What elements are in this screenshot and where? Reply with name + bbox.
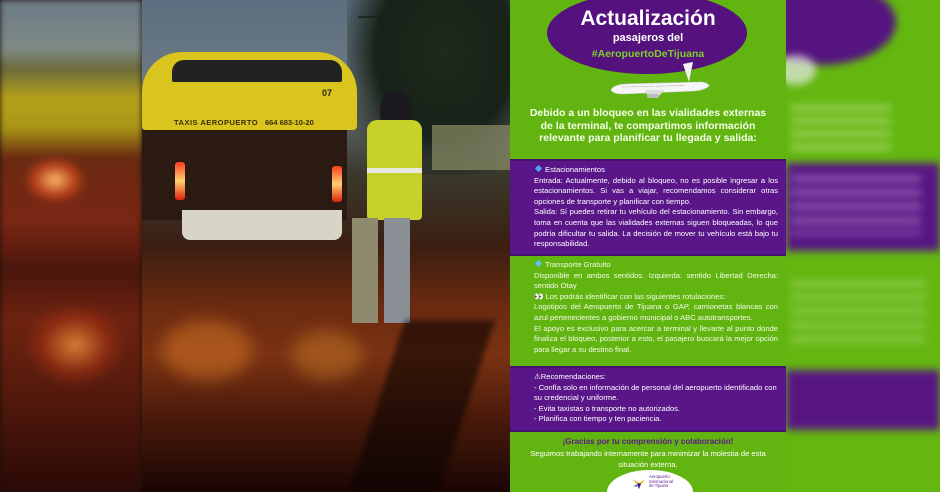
section-estacionamientos — [510, 159, 786, 256]
blue-diamond-icon — [535, 260, 542, 267]
blurred-photo-background-left — [0, 0, 142, 492]
section-title: ⚠Recomendaciones: — [534, 372, 606, 381]
worker-shadow — [349, 320, 495, 492]
van-bumper — [182, 210, 342, 240]
tail-light-left — [175, 162, 185, 200]
airplane-icon — [605, 60, 715, 102]
blurred-flyer-background-right — [786, 0, 940, 492]
section-paragraph: Salida: Sí puedes retirar tu vehículo del estacionamiento. Sin embargo, toma en cuenta que las vialidades externas siguen bloqueadas, lo que podría dificultar tu salida. La decisión de mover tu vehículo está bajo tu responsabilidad. — [534, 207, 778, 249]
footer-message: Seguimos trabajando internamente para minimizar la molestia de esta situación externa. — [530, 449, 766, 469]
section-paragraph: El apoyo es exclusivo para acercar a terminal y llevarte al punto donde finaliza el bloqueo, posterior a esto, el pasajero buscará la mejor opción para llegar a su destino final. — [534, 323, 778, 354]
section-recomendaciones — [510, 366, 786, 432]
blurred-text — [791, 105, 891, 150]
section-title: Transporte Gratuito — [545, 260, 611, 269]
blue-diamond-icon — [535, 165, 542, 172]
flyer-hashtag: #AeropuertoDeTijuana — [591, 48, 705, 60]
blurred-text — [791, 280, 926, 350]
recommendation-item: - Confía solo en información de personal del aeropuerto identificado con su credencial y uniforme. — [534, 382, 777, 403]
logo-line: Aeropuerto — [649, 474, 670, 479]
section-transporte-gratuito — [510, 256, 786, 366]
recommendation-item: - Evita taxistas o transporte no autorizados. — [534, 403, 681, 413]
section-paragraph: 👀 Los podrás identificar con las siguientes rotulaciones: — [534, 291, 726, 301]
flyer-subtitle: pasajeros del — [612, 32, 684, 44]
van-rear-window — [172, 60, 342, 82]
section-paragraph: Entrada: Actualmente, debido al bloqueo, no es posible ingresar a los estacionamientos. Si vas a viajar, recomendamos considerar otras opciones de transporte y planificar con tiempo. — [534, 175, 778, 206]
blurred-purple-block — [786, 370, 940, 430]
taxi-van-photo — [142, 0, 510, 492]
section-paragraph: Logotipos del Aeropuerto de Tijuana o GAP, camionetas blancas con azul pertenecientes a gobierno municipal o ABC autotransportes. — [534, 302, 778, 322]
worker-legs — [352, 218, 410, 323]
road-glow — [162, 320, 252, 380]
van-label: TAXIS AEROPUERTO — [174, 118, 259, 127]
vest-reflective-stripe — [367, 168, 422, 173]
thanks-message: ¡Gracias por tu comprensión y colaboración! — [562, 437, 734, 446]
van-phone: 664 683-10-20 — [265, 118, 314, 127]
van-number: 07 — [322, 88, 333, 98]
roadside-wall — [432, 125, 510, 170]
airport-logo-text — [649, 475, 673, 489]
intro-text: Debido a un bloqueo en las vialidades externas de la terminal, te compartimos información relevante para planificar tu llegada y salida: — [529, 107, 767, 144]
logo-line: Internacional — [649, 478, 673, 484]
section-title: Estacionamientos — [545, 165, 605, 174]
section-paragraph: Disponible en ambos sentidos. Izquierda: sentido Libertad Derecha: sentido Otay — [534, 270, 778, 291]
logo-line: de Tijuana — [649, 483, 669, 489]
tail-light-right — [332, 166, 342, 202]
airport-logo-icon — [631, 476, 647, 490]
van-cargo-area — [142, 130, 347, 220]
recommendation-item: - Planifica con tiempo y ten paciencia. — [534, 414, 662, 424]
flyer-title: Actualización — [580, 7, 716, 30]
blurred-text — [791, 175, 921, 235]
flyer-panel — [510, 0, 786, 492]
road-glow — [292, 330, 362, 380]
